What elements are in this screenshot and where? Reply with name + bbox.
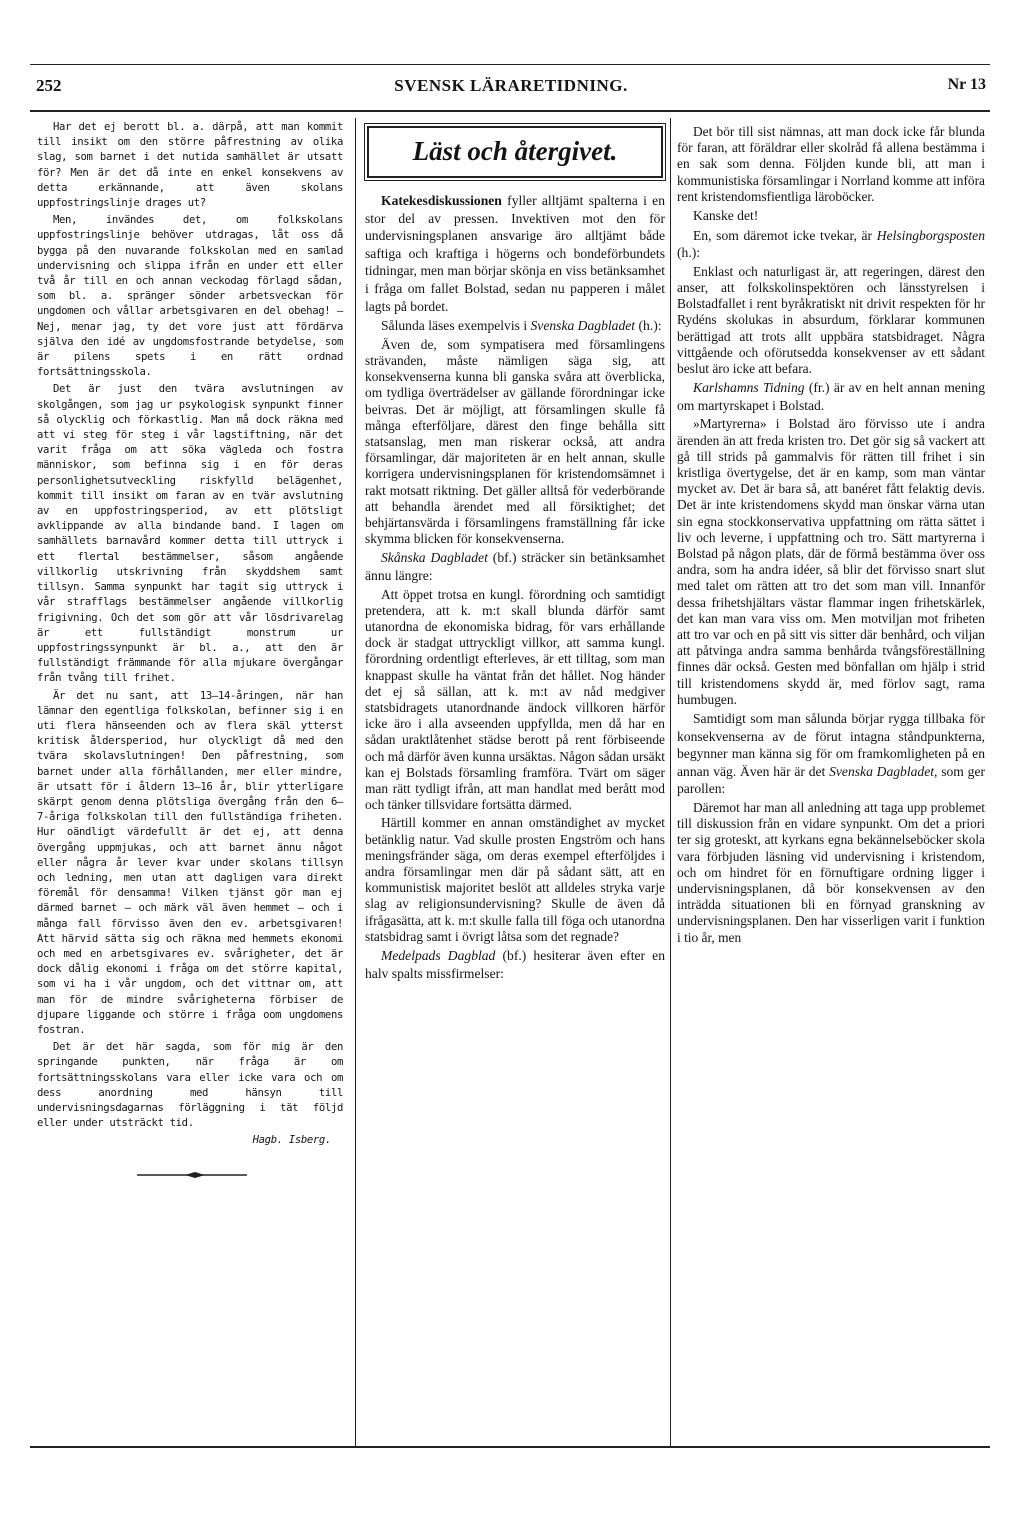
quotation: »Martyrerna» i Bolstad äro förvisso ute i andra ärenden än att freda kristen tro. Det gör sig så vackert att gå till strids på gammalvis för rätten till frihet i sin kristliga övertygelse, det är en kamp, som man väntar mycket av. Det är bara så, att banéret fått felaktig devis. Det är inte kristendomens skydd man önskar värna utan sin egna stockkonservativa uppfattning om rätta sättet i liv och leverne, i uppfattning och tro. Sätt martyrerna i Bolstad på någon plats, där de förmå bestämma över oss andra, som ha andra idéer, så blir det förvisso snart slut med talet om rätten att tro det som man vill. Innanför dessa frihetshjältars västar flammar ingen frihetskärlek, det kan man vara viss om. Men motviljan mot friheten att tro var och en på sitt vis sitter där benhård, och viljan att påtvinga andra samma benhårda tvångsföreställning finnes där också. Gesten med bönfallan om hjälp i strid till kristendomens skydd är, med förlov sagt, rama humbugen. — [677, 416, 985, 707]
newspaper-name: Skånska Dagbladet — [381, 550, 488, 566]
page-number: 252 — [36, 76, 62, 95]
top-rule — [30, 64, 990, 65]
quotation: Att öppet trotsa en kungl. förordning och samtidigt pretendera, att k. m:t skall blunda därför samt utanordna de ekonomiska bidrag, för vars erhållande dock är stadgat uttryckligt villkor, att samma kungl. förordning ordentligt efterleves, är ett tilltag, som man knappast skulle ha väntat från det hållet. Nog händer det ej så sällan, att k. m:t av nåd medgiver statsbidragets utanordnande ändock villkoren härför icke äro i alla avseenden uppfyllda, men då har en sådan uraktlåtenhet städse berott på rent förbiseende och må därför även kunna ursäktas. Någon sådan ursäkt kan ej Bolstads församling framföra. Tvärt om säger man rätt tydligt ifrån, att man handlat med berått mod och tänker tillsvidare fortsätta därmed. — [365, 586, 665, 813]
page-header — [36, 76, 986, 104]
quotation: Enklast och naturligast är, att regeringen, därest den anser, att folkskolinspektören och länsstyrelsen i Bolstadfallet i rent byråkratiskt nit drivit respekten för hr Rydéns skolukas in absurdum, förklarar kommunen berättigad att trots allt uppbära statsbidraget. Några vittgående och oförutsedda konsekvenser av ett sådant beslut äro icke att befara. — [677, 263, 985, 377]
paragraph: Det är just den tvära avslutningen av skolgången, som jag ur psykologisk synpunkt finner så olycklig och förkastlig. Man må dock räkna med att vi steg för steg i vår lagstiftning, när det varit fråga om att söka vägleda och fostra människor, som befinna sig i en för deras personlighetsutveckling riskfylld belägenhet, kommit till insikt om faran av en tvär avslutning av en uppfostringsperiod, av ett plötsligt avklippande av alla bindande band. I lagen om samhällets barnavård kommer detta till uttryck i ett flertal bestämmelser, såsom angående villkorlig utskrivning från skyddshem samt tillsyn. Samma synpunkt har tagit sig uttryck i vår strafflags bestämmelser angående villkorlig frigivning. Och det som gör att vår lösdrivarelag är ett fullständigt monstrum ur uppfostringssynpunkt är bl. a., att den är fullständigt främmande för alla mjukare övergångar från tvång till frihet. — [37, 383, 343, 685]
paragraph: Det är det här sagda, som för mig är den springande punkten, när fråga är om fortsättningsskolans vara eller icke vara och om dess anordning med hänsyn till undervisningsdagarnas förläggning i tät följd eller under utsträckt tid. — [37, 1041, 343, 1130]
quotation: Däremot har man all anledning att taga upp problemet till diskussion från en vidare synpunkt. Om det a priori ter sig groteskt, att kyrkans egna bekännelseböcker skola vara förbjuden läsning vid undervisning i kristendom, och om hindret för en förnuftigare ordning ligger i undervisningsplanen, då bör konsekvensen av den inträdda situationen bli en förnyad granskning av undervisningsplanen. Den har visserligen varit i funktion i tio år, men — [677, 800, 985, 945]
article-column-1 — [37, 120, 343, 1179]
paragraph: En, som däremot icke tvekar, är Helsingborgsposten (h.): — [677, 227, 985, 261]
paragraph: Skånska Dagbladet (bf.) sträcker sin betänksamhet ännu längre: — [365, 550, 665, 583]
newspaper-name: Karlshamns Tidning — [693, 380, 805, 396]
newspaper-name: Helsingborgsposten — [876, 227, 985, 243]
newspaper-name: Svenska Dagbladet, — [829, 763, 938, 779]
bottom-rule — [30, 1446, 990, 1448]
quotation: Det bör till sist nämnas, att man dock icke får blunda för faran, att föräldrar eller skolråd få allena bestämma i en sak som denna. Följden kunde bli, att man i kommunistiska församlingar i Norrland komme att införa rent kristendomsfientliga läroböcker. — [677, 124, 985, 204]
paragraph: Sålunda läses exempelvis i Svenska Dagbladet (h.): — [381, 318, 662, 334]
paragraph: Men, invändes det, om folkskolans uppfostringslinje behöver utdragas, låt oss då bygga på den nuvarande folkskolan med en samlad undervisning och slippa ifrån en under ett eller två år till en och annan veckodag förlagd sådan, som bl. a. spränger sönder arbetsveckan för ungdomen och vållar arbetsgivaren en del obehag! — Nej, menar jag, ty det vore just att fördärva själva den idé av ungdomsfostrande betydelse, som är pilens spets i en rätt ordnad fortsättningsskola. — [37, 214, 343, 379]
author-signature: Hagb. Isberg. — [252, 1134, 331, 1147]
paragraph: Samtidigt som man sålunda börjar rygga tillbaka för konsekvenserna av de förut intagna ståndpunkterna, begynner man känna sig för om framkomligheten på en annan väg. Även här är det Svenska Dagbladet, som ger parollen: — [677, 711, 985, 797]
paragraph: Är det nu sant, att 13—14-åringen, när han lämnar den egentliga folkskolan, befinner sig i en uti flera hänseenden och av flera skäl ytterst kritisk åldersperiod, hur olyckligt då med den tvära skolavslutningen! Den påfrestning, som barnet under alla förhållanden, mer eller mindre, är utsatt för i åldern 13—16 år, blir ytterligare skärpt genom denna plötsliga övergång från den 6—7-åriga folkskolan till den fullständiga friheten. Hur oändligt värdefullt är det ej, att denna övergång uppmjukas, och att barnet ännu något eller några år lever kvar under skolans tillsyn och ledning, men utan att dagligen vara direkt föremål för densamma! Vilken tjänst gör man ej därmed barnet — och märk väl även hemmet — och i många fall förvisso även den ev. arbetsgivaren! Att härvid sätta sig och räkna med hemmets ekonomi och med en arbetsgivares ev. svårigheter, det är dock dålig ekonomi i fråga om det större kapital, som vi ha i vår ungdom, och det vittnar om, att man för de mindre svårigheterna förbiser de djupare liggande och större i fråga oom ungdomens fostran. — [37, 689, 343, 1036]
issue-number: Nr 13 — [947, 76, 986, 93]
paragraph: Katekesdiskussionen fyller alltjämt spalterna i en stor del av pressen. Invektiven mot den för undervisningsplanen ansvarige äro alltjämt både saftiga och kraftiga i högerns och bondeförbundets tidningar, men man börjar skönja en viss betänksamhet i fråga om fallet Bolstad, sedan nu papperen i målet lagts på bordet. — [365, 193, 665, 314]
paragraph: Kanske det! — [693, 208, 759, 224]
newspaper-name: Svenska Dagbladet — [530, 318, 636, 334]
column-separator-right — [670, 118, 671, 1448]
paragraph: Medelpads Dagblad (bf.) hesiterar även efter en halv spalts missfirmelser: — [365, 948, 665, 981]
bold-lead: Katekesdiskussionen — [381, 193, 502, 208]
section-end-ornament — [137, 1171, 247, 1179]
paragraph: Har det ej berott bl. a. därpå, att man kommit till insikt om den större påfrestning av olika slag, som barnet i det nutida samhället är utsatt för? Men är det då inte en enkel konsekvens av detta erkännande, att även skolans uppfostringslinje drages ut? — [37, 121, 343, 210]
section-title-box: Läst och återgivet. — [367, 126, 663, 178]
article-column-3 — [677, 124, 985, 948]
quotation: Härtill kommer en annan omständighet av mycket betänklig natur. Vad skulle prosten Engström och hans meningsfränder säga, om deras exempel efterföljdes i andra församlingar men där på sådant sätt, att en kommunistisk majoritet beslöt att alldeles stryka varje slag av religionsundervisning? Skulle de även då ifrågasätta, att k. m:t skulle falla till föga och utanordna statsbidrag samt i övrigt låtsa som det regnade? — [365, 815, 665, 944]
column-separator-left — [355, 118, 356, 1448]
journal-title: SVENSK LÄRARETIDNING. — [394, 76, 628, 95]
quotation: Även de, som sympatisera med församlingens strävanden, måste nämligen säga sig, att konsekvenserna kunna bli ganska svåra att överblicka, om tydliga överträdelser av gällande förordningar icke beivras. Det är möjligt, att församlingen skulle få många efterföljare, därest den finge behålla sitt statsanslag, men man riskerar också, att andra församlingar, där majoriteten är en helt annan, skulle korrigera undervisningsplanen för kristendomsämnet i rakt motsatt riktning. Det gäller alltså för vederbörande att behandla ärendet med all försiktighet; det behjärtansvärda i församlingens framställning får icke skymma blicken för konsekvenserna. — [365, 336, 665, 547]
newspaper-name: Medelpads Dagblad — [381, 948, 496, 964]
header-rule — [30, 110, 990, 112]
article-column-2 — [365, 126, 665, 984]
paragraph: Karlshamns Tidning (fr.) är av en helt annan mening om martyrskapet i Bolstad. — [677, 380, 985, 413]
